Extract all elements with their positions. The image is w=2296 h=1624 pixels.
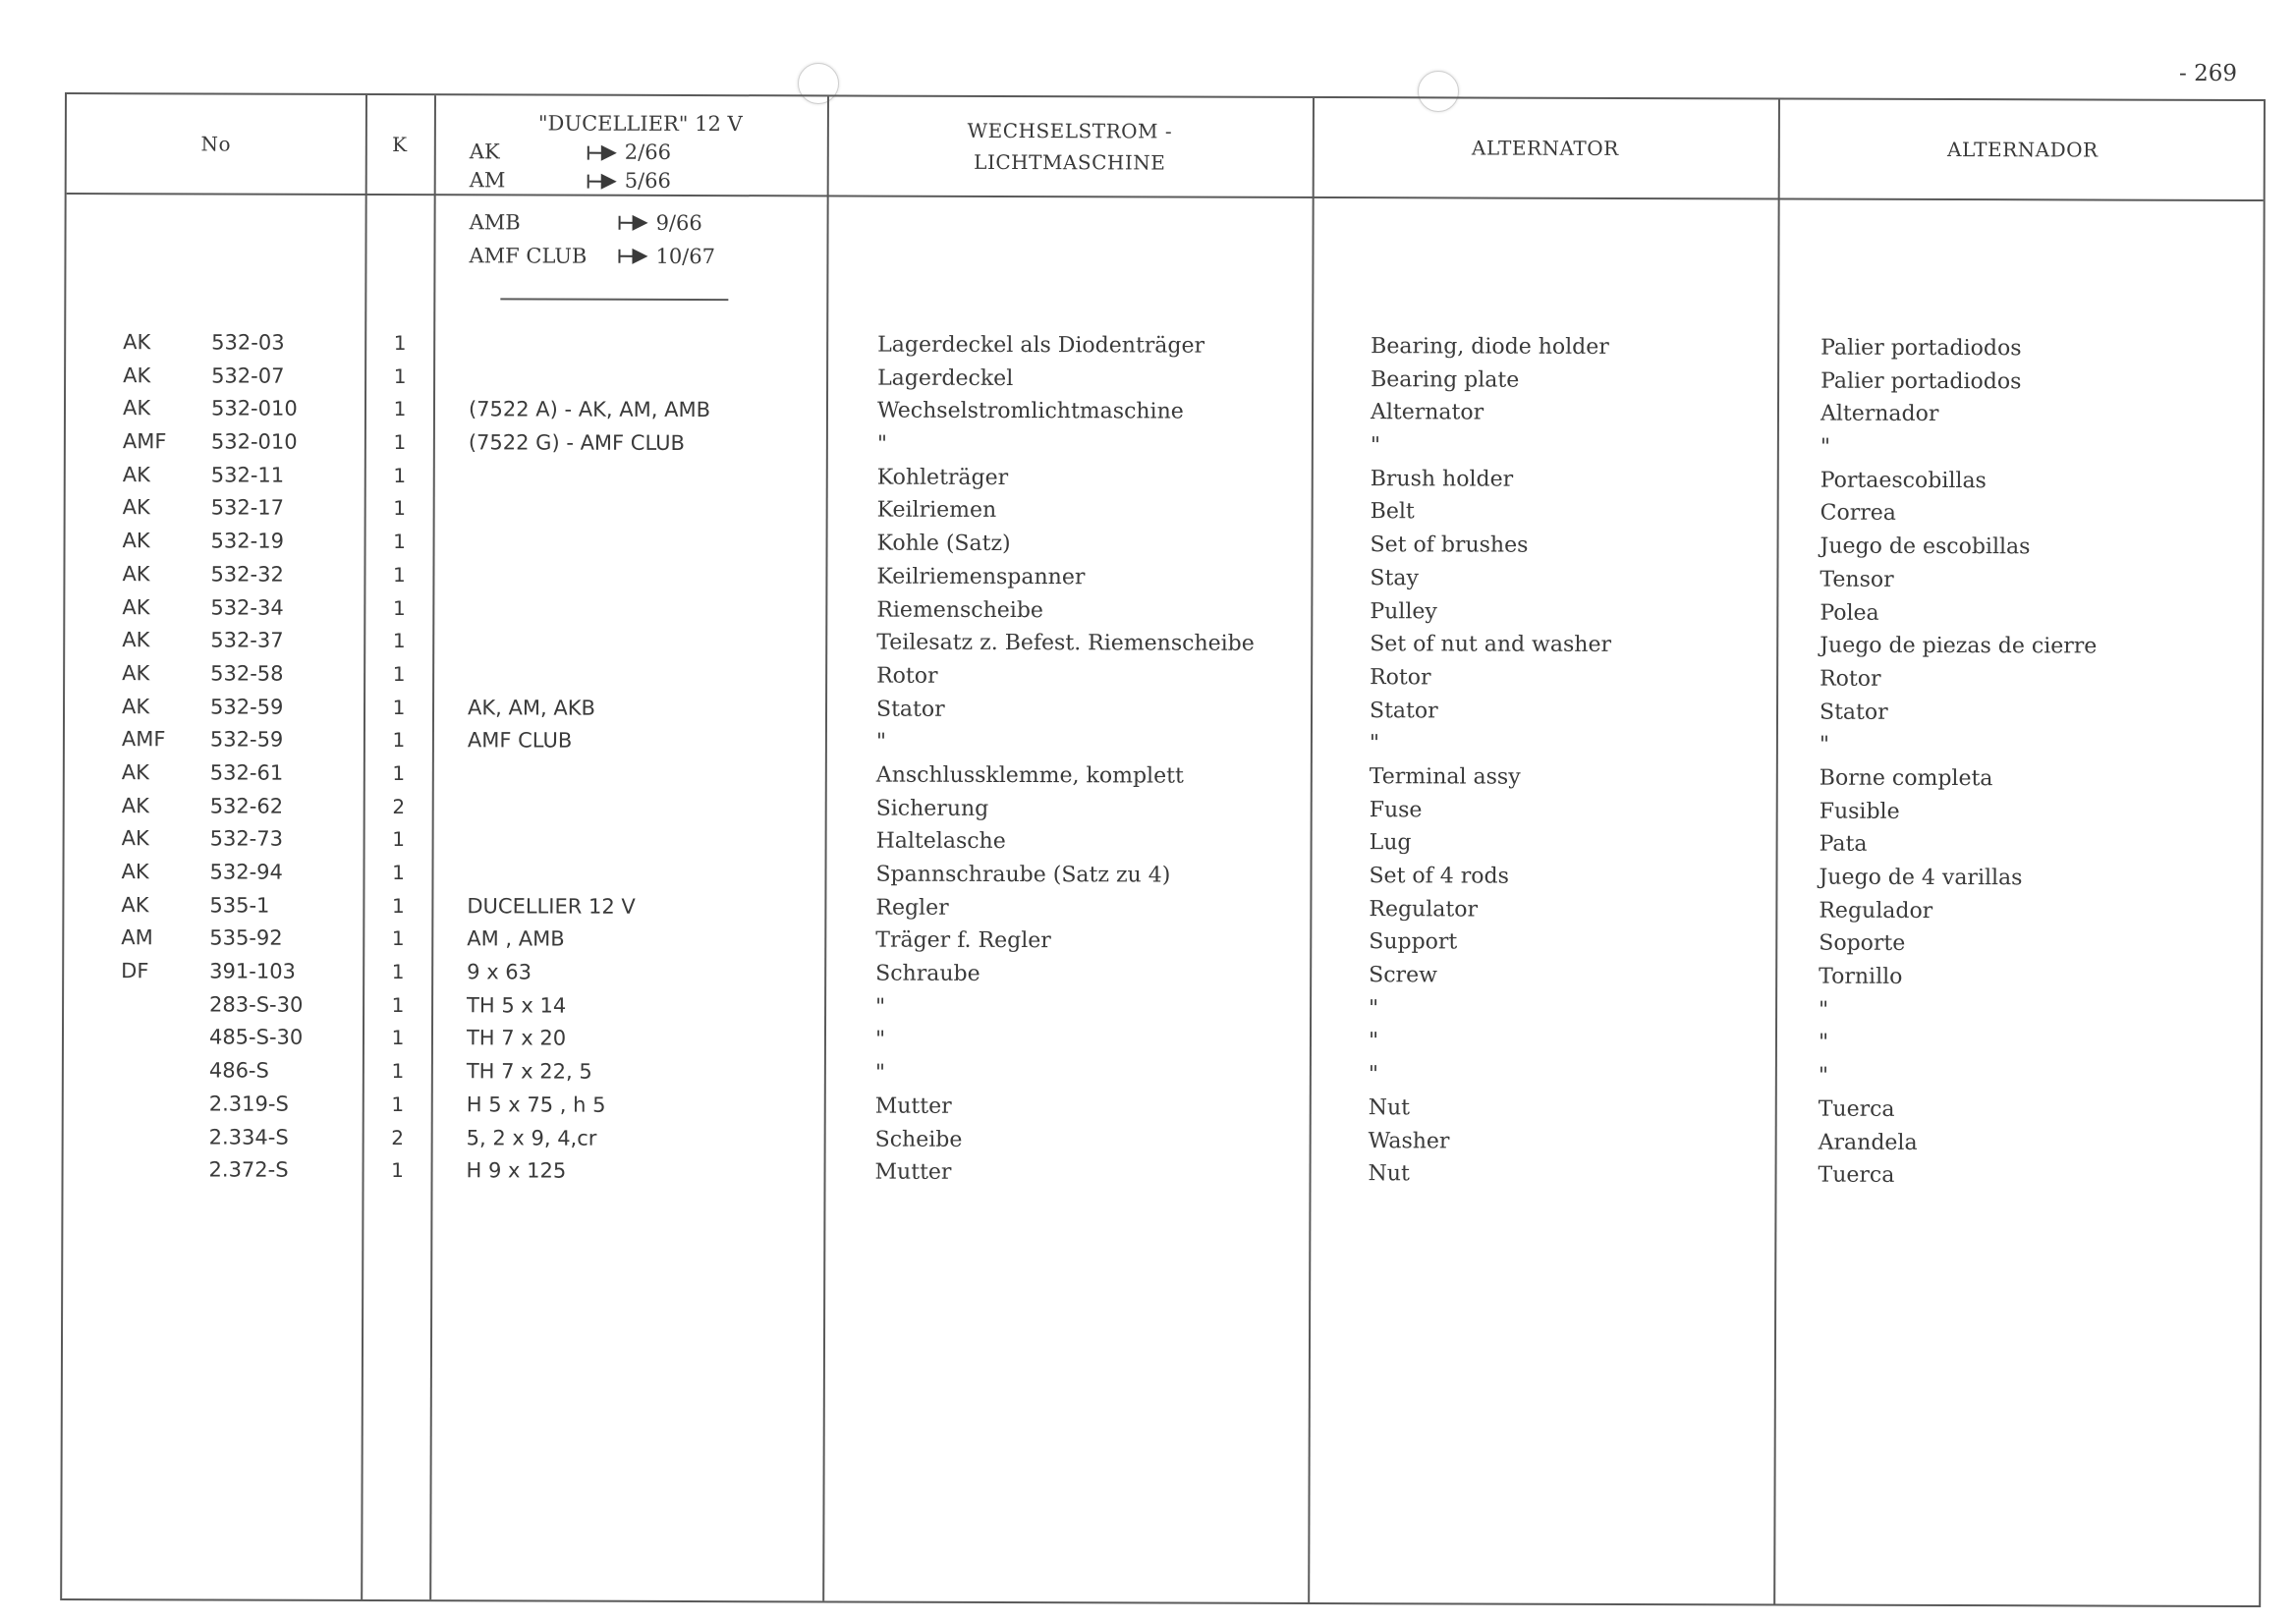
part-number: 532-37 [210,628,284,652]
part-name-german: Rotor [876,663,938,689]
part-name-english: Brush holder [1370,466,1514,492]
part-number: 532-03 [211,330,285,355]
part-quantity: 1 [393,397,407,421]
parts-table [60,92,2266,1607]
model-name: AMF CLUB [469,244,588,268]
part-quantity: 1 [391,893,405,918]
part-variant: H 5 x 75 , h 5 [466,1092,606,1117]
part-name-german: Mutter [874,1093,952,1119]
part-variant: TH 7 x 20 [466,1026,567,1051]
part-name-german: Lagerdeckel als Diodenträger [877,332,1205,359]
part-number: 532-58 [210,661,284,686]
part-number: 532-73 [209,826,284,852]
part-number: 532-59 [209,727,284,752]
from-date-arrow-icon [619,215,650,231]
part-name-english: Support [1369,929,1458,955]
part-quantity: 1 [392,827,406,852]
part-number: 2.334-S [208,1124,289,1149]
part-quantity: 1 [392,661,406,686]
model-date: 9/66 [655,210,702,236]
header-german-line1: WECHSELSTROM - [967,118,1173,143]
part-name-spanish: Regulador [1819,898,1933,924]
part-name-german: Regler [875,895,949,921]
part-prefix: AK [121,860,149,884]
part-name-english: Bearing, diode holder [1371,334,1609,360]
header-k: K [392,133,408,157]
part-name-german: Spannschraube (Satz zu 4) [875,862,1171,888]
part-name-english: Set of nut and washer [1370,632,1612,658]
part-number: 532-62 [209,794,284,818]
part-quantity: 1 [393,562,406,587]
part-variant: AMF CLUB [467,728,573,753]
model-row [470,138,784,167]
header-german-line2: LICHTMASCHINE [974,149,1166,175]
part-name-spanish: Juego de escobillas [1820,533,2031,560]
part-number: 532-34 [210,594,284,620]
model-name: AM [469,168,506,193]
part-variant: AM , AMB [467,926,565,951]
part-name-english: Washer [1368,1128,1450,1153]
part-name-spanish: Juego de 4 varillas [1819,865,2023,891]
part-number: 535-92 [209,925,283,951]
part-name-german: " [875,729,887,755]
part-variant: (7522 A) - AK, AM, AMB [468,397,711,422]
model-row [469,239,783,273]
part-quantity: 1 [393,331,407,356]
part-prefix: AK [122,628,150,652]
part-quantity: 1 [392,595,406,620]
part-name-german: Kohle (Satz) [876,531,1011,557]
part-number: 391-103 [209,959,296,983]
part-name-english: Fuse [1369,797,1423,822]
model-title: "DUCELLIER" 12 V [537,111,743,137]
part-quantity: 1 [393,530,406,554]
part-name-german: " [876,431,888,457]
part-name-german: Haltelasche [875,828,1006,855]
part-quantity: 1 [392,861,405,885]
part-quantity: 1 [393,463,407,487]
part-name-english: Screw [1369,963,1437,988]
part-number: 532-17 [210,495,285,521]
part-number: 485-S-30 [208,1025,304,1050]
model-row [470,166,784,196]
page-number: - 269 [2179,61,2237,86]
model-date: 10/67 [655,244,716,269]
part-prefix: DF [121,959,149,983]
parts-rows [63,330,2267,1198]
part-quantity: 1 [393,496,407,521]
part-name-english: Bearing plate [1371,366,1520,393]
part-prefix: AMF [122,429,167,454]
part-name-english: Set of brushes [1370,532,1529,558]
part-name-spanish: Fusible [1819,799,1900,824]
part-quantity: 1 [393,430,407,455]
part-name-german: Schraube [875,961,980,986]
part-name-spanish: Portaescobillas [1820,468,1987,493]
part-quantity: 1 [391,1092,405,1116]
part-prefix: AK [121,892,149,917]
part-name-german: Anschlussklemme, komplett [875,762,1184,789]
part-number: 532-94 [209,860,283,884]
part-name-spanish: " [1819,997,1829,1023]
part-name-english: Nut [1368,1161,1410,1187]
part-name-spanish: " [1820,434,1831,460]
part-quantity: 1 [392,629,406,653]
part-number: 532-07 [211,364,285,388]
part-name-german: " [875,994,886,1020]
part-prefix: AM [121,925,153,950]
model-name: AMB [469,210,521,235]
part-name-spanish: Pata [1819,831,1868,858]
part-name-spanish: Correa [1820,501,1896,527]
part-number: 532-61 [209,760,284,785]
part-name-english: Set of 4 rods [1369,864,1509,889]
section-rule [500,298,728,301]
part-name-german: Sicherung [875,796,989,821]
part-number: 486-S [208,1058,269,1083]
part-prefix: AK [122,495,150,520]
part-name-german: Träger f. Regler [875,927,1051,954]
part-name-spanish: " [1818,1031,1829,1056]
part-name-spanish: Alternador [1820,401,1939,427]
part-name-german: Scheibe [874,1127,963,1152]
part-name-german: Keilriemen [876,498,997,524]
part-quantity: 1 [392,695,406,719]
model-row [470,205,784,240]
part-name-english: " [1368,1062,1379,1088]
part-variant: H 9 x 125 [466,1158,567,1183]
part-quantity: 1 [391,1026,405,1050]
part-name-english: Terminal assy [1369,764,1521,790]
model-applicability [470,109,784,196]
part-number: 535-1 [209,893,270,918]
part-name-spanish: " [1818,1063,1829,1089]
part-variant: (7522 G) - AMF CLUB [468,430,685,456]
part-name-german: " [874,1028,886,1053]
part-prefix: AK [123,363,151,387]
part-name-spanish: Tornillo [1819,964,1903,989]
part-name-spanish: Tuerca [1818,1162,1895,1189]
part-name-spanish: Arandela [1818,1130,1918,1155]
part-name-english: Nut [1368,1094,1411,1121]
from-date-arrow-icon [588,144,619,160]
part-number: 532-010 [210,429,298,454]
model-date: 2/66 [624,140,672,164]
part-name-spanish: Tuerca [1818,1096,1895,1122]
part-quantity: 1 [392,728,406,753]
part-quantity: 1 [392,760,406,786]
part-quantity: 1 [391,992,405,1017]
part-name-english: Belt [1370,499,1415,525]
part-variant: TH 7 x 22, 5 [466,1059,592,1084]
part-name-german: " [874,1060,886,1086]
part-name-german: Kohleträger [876,465,1009,490]
part-number: 532-010 [210,396,298,421]
part-name-german: Riemenscheibe [876,597,1043,623]
part-prefix: AK [121,826,149,851]
part-name-german: Mutter [874,1159,952,1186]
part-name-spanish: Stator [1819,700,1888,725]
part-prefix: AK [122,396,151,420]
header-english: ALTERNATOR [1471,136,1619,160]
part-quantity: 2 [391,1125,405,1149]
part-name-spanish: Palier portadiodos [1820,368,2022,394]
header-no: No [200,132,232,156]
part-variant: DUCELLIER 12 V [467,893,636,919]
part-name-english: Rotor [1370,665,1431,691]
part-name-german: Teilesatz z. Befest. Riemenscheibe [876,630,1255,656]
from-date-arrow-icon [588,173,619,189]
part-prefix: AK [122,661,150,686]
part-prefix: AK [121,760,150,785]
model-name: AK [469,140,500,164]
part-name-spanish: Polea [1820,600,1879,626]
part-number: 532-19 [210,529,284,553]
part-name-spanish: Soporte [1819,930,1906,957]
part-name-german: Wechselstromlichtmaschine [876,398,1184,424]
part-quantity: 1 [393,364,407,388]
part-name-english: Lug [1369,830,1412,856]
part-prefix: AK [121,694,150,718]
part-name-english: " [1368,1029,1379,1054]
part-quantity: 2 [392,794,406,818]
part-name-german: Lagerdeckel [877,365,1014,391]
part-prefix: AMF [121,727,166,752]
part-name-english: " [1370,433,1381,459]
part-number: 532-32 [210,562,284,587]
part-name-spanish: " [1819,732,1830,757]
part-number: 532-59 [209,695,284,719]
part-prefix: AK [122,594,150,619]
part-name-german: Stator [875,697,945,722]
header-german [827,96,1313,196]
part-name-english: " [1369,995,1379,1021]
from-date-arrow-icon [618,249,649,264]
part-name-english: " [1369,731,1380,756]
table-row [63,1157,2264,1198]
header-spanish: ALTERNADOR [1947,138,2099,162]
part-variant: 5, 2 x 9, 4,cr [466,1125,597,1150]
part-quantity: 1 [391,926,405,951]
part-prefix: AK [122,462,150,487]
part-name-english: Stator [1369,698,1438,723]
part-name-english: Alternator [1370,400,1484,425]
part-prefix: AK [121,793,149,817]
part-variant: TH 5 x 14 [467,993,567,1018]
part-variant: AK, AM, AKB [467,695,595,720]
model-date: 5/66 [624,168,671,193]
part-name-english: Stay [1370,565,1419,591]
part-name-spanish: Tensor [1820,567,1894,592]
part-name-english: Pulley [1370,598,1437,624]
part-variant: 9 x 63 [467,960,532,984]
part-quantity: 1 [391,1158,404,1183]
part-number: 2.372-S [208,1157,289,1182]
part-prefix: AK [122,561,150,587]
part-name-spanish: Borne completa [1819,765,1993,792]
part-name-spanish: Juego de piezas de cierre [1820,633,2098,659]
part-quantity: 1 [391,960,405,984]
part-number: 2.319-S [208,1092,289,1116]
part-quantity: 1 [391,1059,405,1084]
part-name-german: Keilriemenspanner [876,564,1086,590]
part-prefix: AK [123,330,151,355]
part-number: 532-11 [210,463,285,487]
part-number: 283-S-30 [209,992,304,1017]
part-name-spanish: Rotor [1820,666,1881,692]
part-name-english: Regulator [1369,896,1479,923]
part-name-spanish: Palier portadiodos [1820,335,2022,362]
part-prefix: AK [122,529,150,553]
model-applicability-continued [469,205,783,273]
